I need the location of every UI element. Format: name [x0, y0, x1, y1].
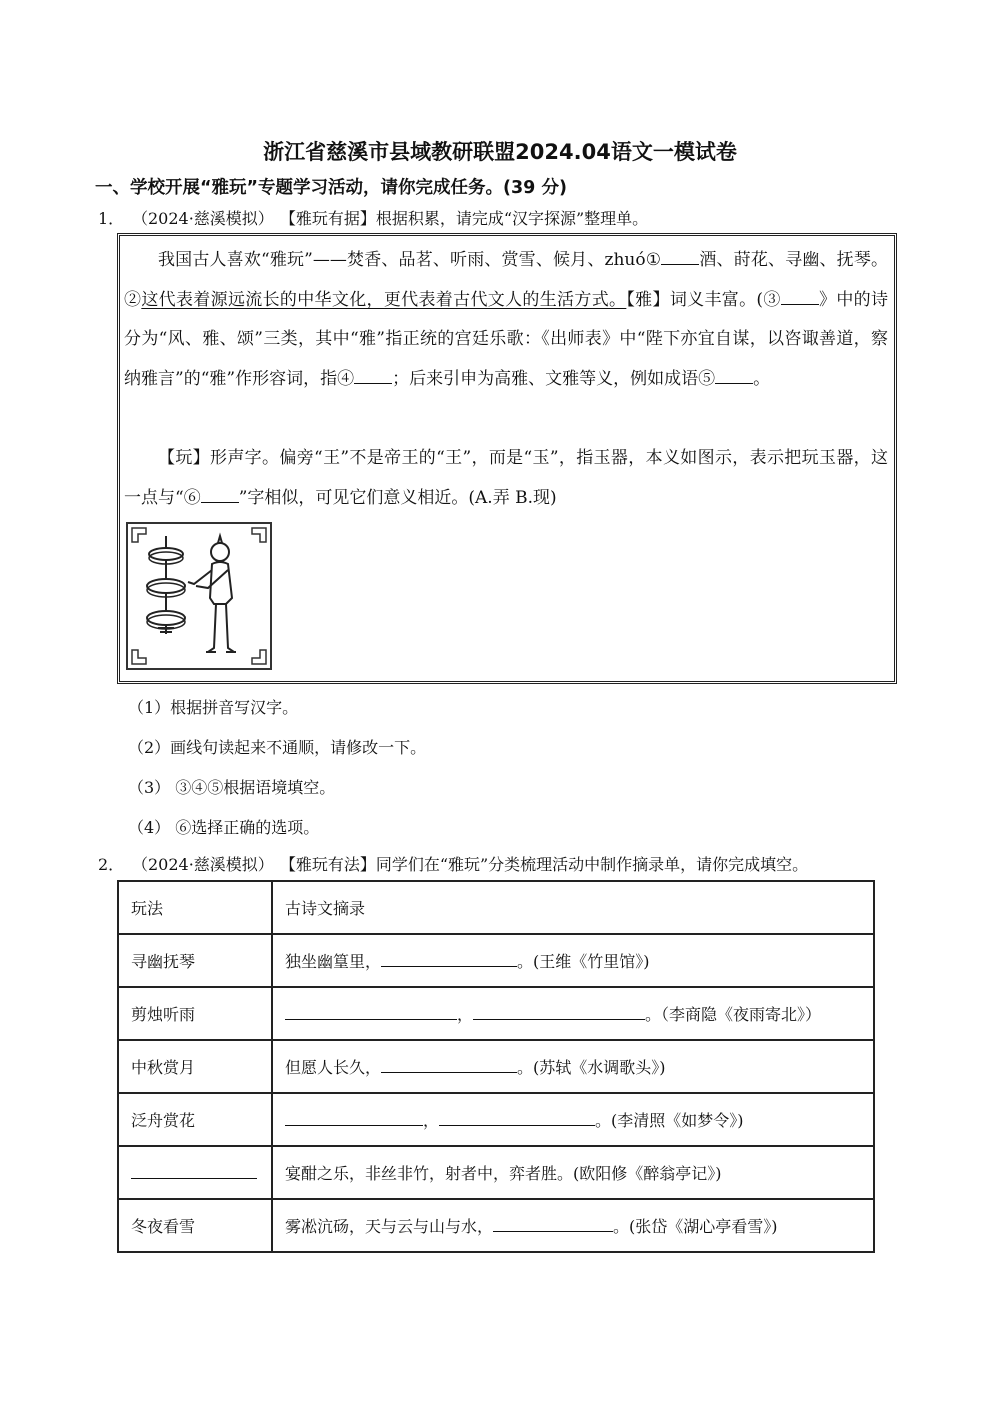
table-row [118, 934, 874, 987]
man-holding-jade-discs-image [128, 524, 270, 668]
blank-6[interactable] [201, 485, 239, 503]
text-segment: 【雅】词义丰富。(③ [626, 289, 781, 310]
blank-5[interactable] [715, 366, 753, 384]
sub-question-2: （2）画线句读起来不通顺，请修改一下。 [128, 738, 427, 757]
table-row [118, 987, 874, 1040]
question-stem: 【雅玩有据】根据积累，请完成“汉字探源”整理单。 [287, 209, 649, 228]
question-number: 2． [98, 855, 125, 874]
answer-blank[interactable] [473, 1003, 645, 1020]
excerpt-source: 。(李清照《如梦令》) [595, 1111, 744, 1130]
excerpt-cell [272, 1093, 874, 1146]
answer-blank[interactable] [285, 1003, 457, 1020]
material-paragraph-2 [124, 439, 888, 518]
question-2-header [98, 852, 808, 875]
excerpt-source: 。（李商隐《夜雨寄北》） [645, 1005, 822, 1024]
excerpt-cell [272, 934, 874, 987]
sub-question-1: （1）根据拼音写汉字。 [128, 698, 299, 717]
excerpt-text: ， [457, 1005, 474, 1024]
table-row [118, 1040, 874, 1093]
answer-blank[interactable] [285, 1109, 423, 1126]
header-cell-excerpt: 古诗文摘录 [272, 881, 874, 934]
excerpt-table [117, 880, 875, 1253]
answer-blank[interactable] [439, 1109, 595, 1126]
sub-question-4: （4） ⑥选择正确的选项。 [128, 818, 320, 837]
play-cell [118, 1146, 272, 1199]
jade-illustration [126, 522, 272, 670]
text-segment: 【玩】形声字。偏旁“王”不是帝王的“王”，而是“玉”，指玉器，本义如图示，表示把玩玉器，这一点与“⑥ [124, 448, 888, 508]
excerpt-text: ， [423, 1111, 440, 1130]
blank-4[interactable] [354, 366, 392, 384]
answer-blank[interactable] [131, 1162, 257, 1179]
answer-blank[interactable] [381, 950, 517, 967]
table-row [118, 1146, 874, 1199]
section-heading: 一、学校开展“雅玩”专题学习活动，请你完成任务。(39 分) [95, 178, 567, 198]
excerpt-source: 。(王维《竹里馆》) [517, 952, 650, 971]
excerpt-text: 雾凇沆砀，天与云与山与水， [285, 1217, 494, 1236]
table-row [118, 1093, 874, 1146]
excerpt-cell [272, 1040, 874, 1093]
table-row [118, 1199, 874, 1252]
header-cell-play: 玩法 [118, 881, 272, 934]
text-segment: ；后来引申为高雅、文雅等义，例如成语⑤ [392, 368, 716, 389]
text-segment: 》中的诗分为“风、雅、颂”三类，其中“雅”指正统的宫廷乐歌：《出师表》中“陛下亦宜自谋，以咨诹善道，察纳雅言”的“雅”作形容词，指④ [124, 289, 889, 389]
text-segment: 我国古人喜欢“雅玩”——焚香、品茗、听雨、赏雪、候月、zhuó① [158, 250, 662, 270]
question-source: （2024·慈溪模拟） [132, 855, 274, 874]
question-stem: 【雅玩有法】同学们在“雅玩”分类梳理活动中制作摘录单，请你完成填空。 [287, 855, 809, 874]
excerpt-source: 。(张岱《湖心亭看雪》) [613, 1217, 778, 1236]
play-cell: 寻幽抚琴 [118, 934, 272, 987]
answer-blank[interactable] [493, 1215, 613, 1232]
excerpt-cell [272, 1199, 874, 1252]
play-cell: 泛舟赏花 [118, 1093, 272, 1146]
excerpt-cell [272, 987, 874, 1040]
material-paragraph-1 [124, 241, 888, 399]
blank-3[interactable] [781, 287, 819, 305]
blank-1[interactable] [661, 247, 699, 265]
play-cell: 冬夜看雪 [118, 1199, 272, 1252]
sub-question-3: （3） ③④⑤根据语境填空。 [128, 778, 336, 797]
play-cell: 中秋赏月 [118, 1040, 272, 1093]
page-title: 浙江省慈溪市县域教研联盟2024.04语文一模试卷 [263, 140, 737, 164]
excerpt-cell: 宴酣之乐，非丝非竹，射者中，弈者胜。(欧阳修《醉翁亭记》) [272, 1146, 874, 1199]
question-number: 1． [98, 209, 125, 228]
text-segment: 酒、莳花、寻幽、抚琴。② [124, 250, 889, 310]
text-segment: 。 [753, 368, 771, 389]
excerpt-source: 。(苏轼《水调歌头》) [517, 1058, 666, 1077]
play-cell: 剪烛听雨 [118, 987, 272, 1040]
question-source: （2024·慈溪模拟） [132, 209, 274, 228]
excerpt-text: 但愿人长久， [285, 1058, 382, 1077]
excerpt-text: 独坐幽篁里， [285, 952, 382, 971]
answer-blank[interactable] [381, 1056, 517, 1073]
text-segment: ”字相似，可见它们意义相近。(A.弄 B.现) [238, 487, 557, 508]
underlined-sentence: 这代表着源远流长的中华文化，更代表着古代文人的生活方式。 [141, 289, 627, 310]
question-1-header [98, 206, 648, 229]
question-1-material-box [117, 233, 897, 684]
table-header-row [118, 881, 874, 934]
